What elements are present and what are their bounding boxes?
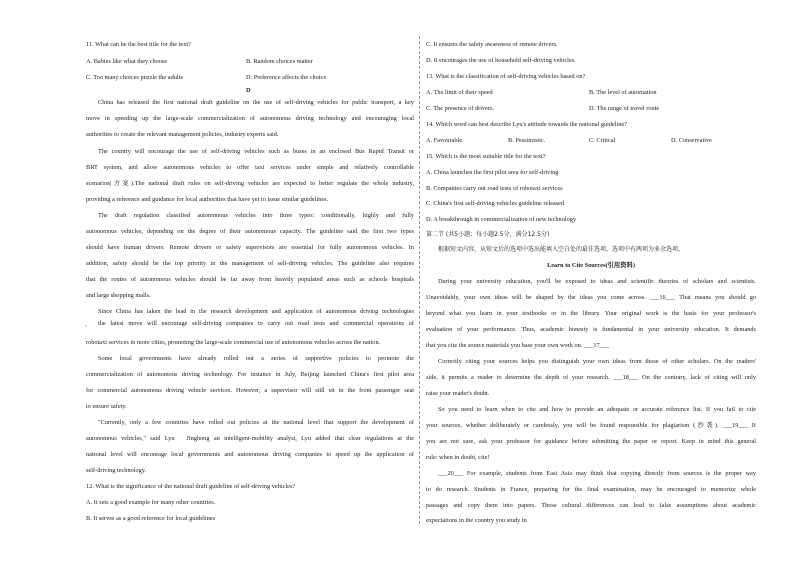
section-letter: D bbox=[246, 87, 251, 94]
q12-option-b: B. It serves as a good reference for local guidelines bbox=[86, 515, 216, 522]
passage-line: and large shopping malls. bbox=[86, 292, 151, 299]
passage-line: that the routes of autonomous vehicles should be far away from heavily populated areas such as schools hospitals bbox=[86, 276, 414, 283]
q14-stem: 14. Which word can best describe Lyu's attitude towards the national guideline? bbox=[426, 121, 628, 128]
q11-option-c: C. Too many choices puzzle the adults bbox=[86, 74, 183, 81]
passage-line: raise your reader's doubt. bbox=[426, 390, 490, 397]
passage-line: ___20___ For example, students from East Asia may think that copying directly from sources is the proper way bbox=[438, 470, 756, 477]
passage-line: Unavoidably, your own ideas will be shaped by the ideas you come across. ___16___ That means you should go bbox=[426, 294, 756, 301]
tick-mark: ' bbox=[85, 324, 87, 331]
column-divider bbox=[419, 36, 420, 524]
q12-stem: 12. What is the significance of the national draft guideline of self-driving vehicles? bbox=[86, 483, 296, 490]
q13-option-d: D. The range of travel route bbox=[589, 105, 660, 112]
passage-line: commercialization of autonomous driving technology. For instance in July, Beijing launched China's first pilot area bbox=[86, 371, 414, 378]
passage-line: providing a reference and guidance for local authorities that have yet to issue similar guidelines. bbox=[86, 196, 329, 203]
passage-line: Some local governments have already rolled out a series of supportive policies to promote the bbox=[98, 355, 414, 362]
passage-line: beyond what you learn in your textbooks or in the library. Your original work is the basis for your professor's bbox=[426, 310, 756, 317]
q11-option-a: A. Babies like what they choose bbox=[86, 58, 168, 65]
section-header: 第二节 (共5小题；每小题2.5分，满分12.5分) bbox=[426, 231, 550, 238]
passage-line: robotaxi services in more cities, promoting the large-scale commercial use of autonomous vehicles across the nation. bbox=[86, 339, 381, 346]
q14-option-c: C. Critical bbox=[589, 137, 616, 144]
passage-line: BRT system, and allow autonomous vehicles to offer taxi services under simple and relatively controllable bbox=[86, 164, 414, 171]
q14-option-d: D. Conservative bbox=[671, 137, 712, 144]
passage-line: "Currently, only a few countries have rolled out policies at the national level that support the development of bbox=[98, 419, 414, 426]
q12-option-c: C. It ensures the safety awareness of remote drivers. bbox=[426, 41, 558, 48]
passage-line: to ensure safety. bbox=[86, 403, 127, 410]
passage-line: autonomous vehicles," said Lyu Jinghong an intelligent-mobility analyst, Lyu added that clear regulations at the bbox=[86, 435, 414, 442]
passage-line: side, it permits a reader to determine the depth of your research. ___18___ On the contrary, lack of citing will only bbox=[426, 374, 756, 381]
q14-option-a: A. Favourable. bbox=[426, 137, 464, 144]
q13-stem: 13. What is the classification of self-driving vehicles based on? bbox=[426, 73, 586, 80]
passage-line: the latest move will encourage self-driving companies to carry out road tests and commercial operations of bbox=[98, 320, 414, 327]
q15-option-a: A. China launches the first pilot area for self-driving bbox=[426, 169, 559, 176]
passage-title: Learn to Cite Sources(引用资料) bbox=[547, 262, 635, 269]
passage-line: scenarios(方案).The national draft rules on self-driving vehicles are expected to better regulate the whole industry, bbox=[86, 180, 414, 187]
passage-line: During your university education, you'll be exposed to ideas and scientific theories of scholars and scientists. bbox=[438, 278, 756, 285]
q15-option-c: C. China's first self-driving vehicles guideline released bbox=[426, 200, 565, 207]
passage-line: your sources, whether deliberately or carelessly, you will be found responsible for plagiarism (抄袭). ___19___ If bbox=[426, 422, 756, 429]
passage-line: China has released the first national draft guideline on the use of self-driving vehicles for public transport, a key bbox=[98, 99, 414, 106]
q12-option-a: A. It sets a good example for many other countries. bbox=[86, 499, 216, 506]
q13-option-a: A. The limit of their speed bbox=[426, 89, 493, 96]
passage-line: should have human drivers. Remote drivers or safety supervisors are essential for fully autonomous vehicles. In bbox=[86, 244, 414, 251]
passage-line: for commercial autonomous driving vehicle services. However, a supervisor will still sit in the front passenger seat bbox=[86, 387, 414, 394]
q11-option-d: D. Preference affects the choice bbox=[246, 74, 327, 81]
q15-stem: 15. Which is the most suitable title for the text? bbox=[426, 153, 546, 160]
passage-line: move in speeding up the large-scale commercialization of autonomous driving technology and encouraging local bbox=[86, 115, 414, 122]
q11-stem: 11. What can be the best title for the text? bbox=[86, 41, 191, 48]
passage-line: autonomous vehicles, depending on the degree of their autonomous capacity. The guideline said the first two types bbox=[86, 228, 414, 235]
passage-line: The country will encourage the use of self-driving vehicles such as buses in an enclosed Bus Rapid Transit or bbox=[98, 148, 414, 155]
passage-line: Since China has taken the lead in the research development and application of autonomous driving technologies bbox=[98, 308, 414, 315]
q15-option-d: D. A breakthrough in commercialization of new technology bbox=[426, 216, 577, 223]
passage-line: that you cite the source materials you base your own work on. ___17___ bbox=[426, 342, 610, 349]
passage-line: to do research. Students in France, preparing for the final examination, may be encouraged to memorize whole bbox=[426, 486, 756, 493]
passage-line: The draft regulation classified autonomous vehicles into three types: conditionally, highly and fully bbox=[98, 212, 414, 219]
q13-option-b: B. The level of automation bbox=[589, 89, 657, 96]
passage-line: addition, safety should be the top priority in the management of self-driving vehicles. The guideline also requires bbox=[86, 260, 414, 267]
passage-line: you are not sure, ask your professor for guidance before submitting the paper or report. Keep in mind this general bbox=[426, 438, 756, 445]
passage-line: Correctly citing your sources helps you distinguish your own ideas from those of other scholars. On the readers' bbox=[438, 358, 756, 365]
passage-line: national level will encourage local governments and autonomous driving companies to speed up the application of bbox=[86, 451, 414, 458]
passage-line: self-driving technology. bbox=[86, 467, 147, 474]
q13-option-c: C. The presence of drivers. bbox=[426, 105, 495, 112]
passage-line: authorities to create the relevant management policies, industry experts said. bbox=[86, 131, 279, 138]
passage-line: passages and copy them into papers. Those cultural differences can lead to false assumptions about academic bbox=[426, 502, 756, 509]
passage-line: rule: when in doubt, cite! bbox=[426, 454, 490, 461]
passage-line: evaluation of your performance. Thus, academic honesty is fundamental in your university education. It demands bbox=[426, 326, 756, 333]
q11-option-b: B. Random choices matter bbox=[246, 58, 313, 65]
q14-option-b: B. Pessimistic. bbox=[508, 137, 546, 144]
passage-line: expectations in the country you study in bbox=[426, 517, 527, 524]
q15-option-b: B. Companies carry out road tests of robotaxi services bbox=[426, 185, 563, 192]
passage-line: So you need to learn when to cite and how to provide an adequate or accurate reference list. If you fail to cite bbox=[438, 406, 756, 413]
section-instructions: 根据短文内容，从短文后的选项中选出能填入空白处的最佳选项。选项中有两项为多余选项。 bbox=[438, 246, 685, 253]
q12-option-d: D. It encourages the use of household self-driving vehicles. bbox=[426, 57, 576, 64]
